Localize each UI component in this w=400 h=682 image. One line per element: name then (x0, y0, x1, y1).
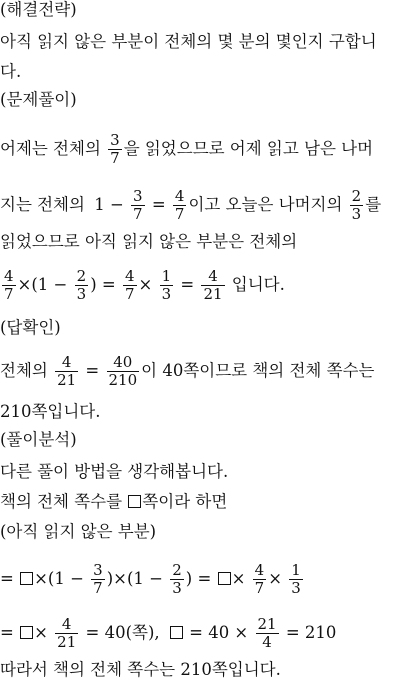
heading-check: (답확인) (0, 318, 61, 337)
blank-box (218, 572, 231, 585)
analysis-line-3: (아직 읽지 않은 부분) (0, 522, 157, 541)
fraction-2-3: $\frac{2}{3}$ (76, 267, 87, 303)
fraction-4-7: $\frac{4}{7}$ (254, 561, 265, 597)
blank-box (20, 626, 33, 639)
fraction-3-7: $\frac{3}{7}$ (133, 187, 143, 223)
analysis-line-2: 책의 전체 쪽수를 쪽이라 하면 (0, 492, 228, 511)
blank-box (128, 495, 141, 508)
heading-analysis: (풀이분석) (0, 430, 77, 449)
heading-solution: (문제풀이) (0, 90, 77, 109)
solution-line-1: 어제는 전체의 $\frac{3}{7}$ 을 읽었으므로 어제 읽고 남은 나머 (0, 131, 374, 167)
analysis-line-1: 다른 풀이 방법을 생각해봅니다. (0, 462, 229, 481)
fraction-1-3: $\frac{1}{3}$ (161, 267, 172, 303)
solution-line-3: 읽었으므로 아직 읽지 않은 부분은 전체의 (0, 232, 298, 251)
blank-box (170, 626, 183, 639)
heading-strategy: (해결전략) (0, 0, 77, 19)
fraction-40-210: $\frac{40}{210}$ (108, 353, 138, 389)
fraction-4-21: $\frac{4}{21}$ (57, 353, 77, 389)
fraction-3-7: $\frac{3}{7}$ (110, 131, 120, 167)
fraction-4-7: $\frac{4}{7}$ (4, 267, 14, 303)
solution-line-4: $\frac{4}{7}$ ×(1 − $\frac{2}{3}$ ) = $\frac{4}{7}$ × $\frac{1}{3}$ = $\frac{4}{21}$ 입니다. (4, 267, 285, 303)
blank-box (20, 572, 33, 585)
strategy-line-2: 다. (0, 62, 22, 81)
fraction-1-3: $\frac{1}{3}$ (291, 561, 301, 597)
check-line-1: 전체의 $\frac{4}{21}$ = $\frac{40}{210}$ 이 40쪽이므로 책의 전체 쪽수는 (0, 353, 375, 389)
analysis-line-5: = × $\frac{4}{21}$ = 40(쪽), = 40 × $\frac{21}{4}$ = 210 (0, 615, 337, 651)
fraction-2-3: $\frac{2}{3}$ (351, 187, 362, 223)
strategy-line-1: 아직 읽지 않은 부분이 전체의 몇 분의 몇인지 구합니 (0, 32, 377, 51)
check-line-2: 210쪽입니다. (0, 402, 101, 421)
fraction-4-21: $\frac{4}{21}$ (57, 615, 77, 651)
fraction-4-7: $\frac{4}{7}$ (174, 187, 185, 223)
solution-line-2: 지는 전체의 1 − $\frac{3}{7}$ = $\frac{4}{7}$ 이고 오늘은 나머지의 $\frac{2}{3}$ 를 (0, 187, 382, 223)
fraction-2-3: $\frac{2}{3}$ (172, 561, 182, 597)
fraction-3-7: $\frac{3}{7}$ (93, 561, 103, 597)
conclusion-line: 따라서 책의 전체 쪽수는 210쪽입니다. (0, 660, 281, 679)
fraction-4-21: $\frac{4}{21}$ (203, 267, 223, 303)
analysis-line-4: = ×(1 − $\frac{3}{7}$ )×(1 − $\frac{2}{3}$ ) = × $\frac{4}{7}$ × $\frac{1}{3}$ (0, 561, 301, 597)
fraction-4-7: $\frac{4}{7}$ (124, 267, 135, 303)
fraction-21-4: $\frac{21}{4}$ (257, 615, 277, 651)
